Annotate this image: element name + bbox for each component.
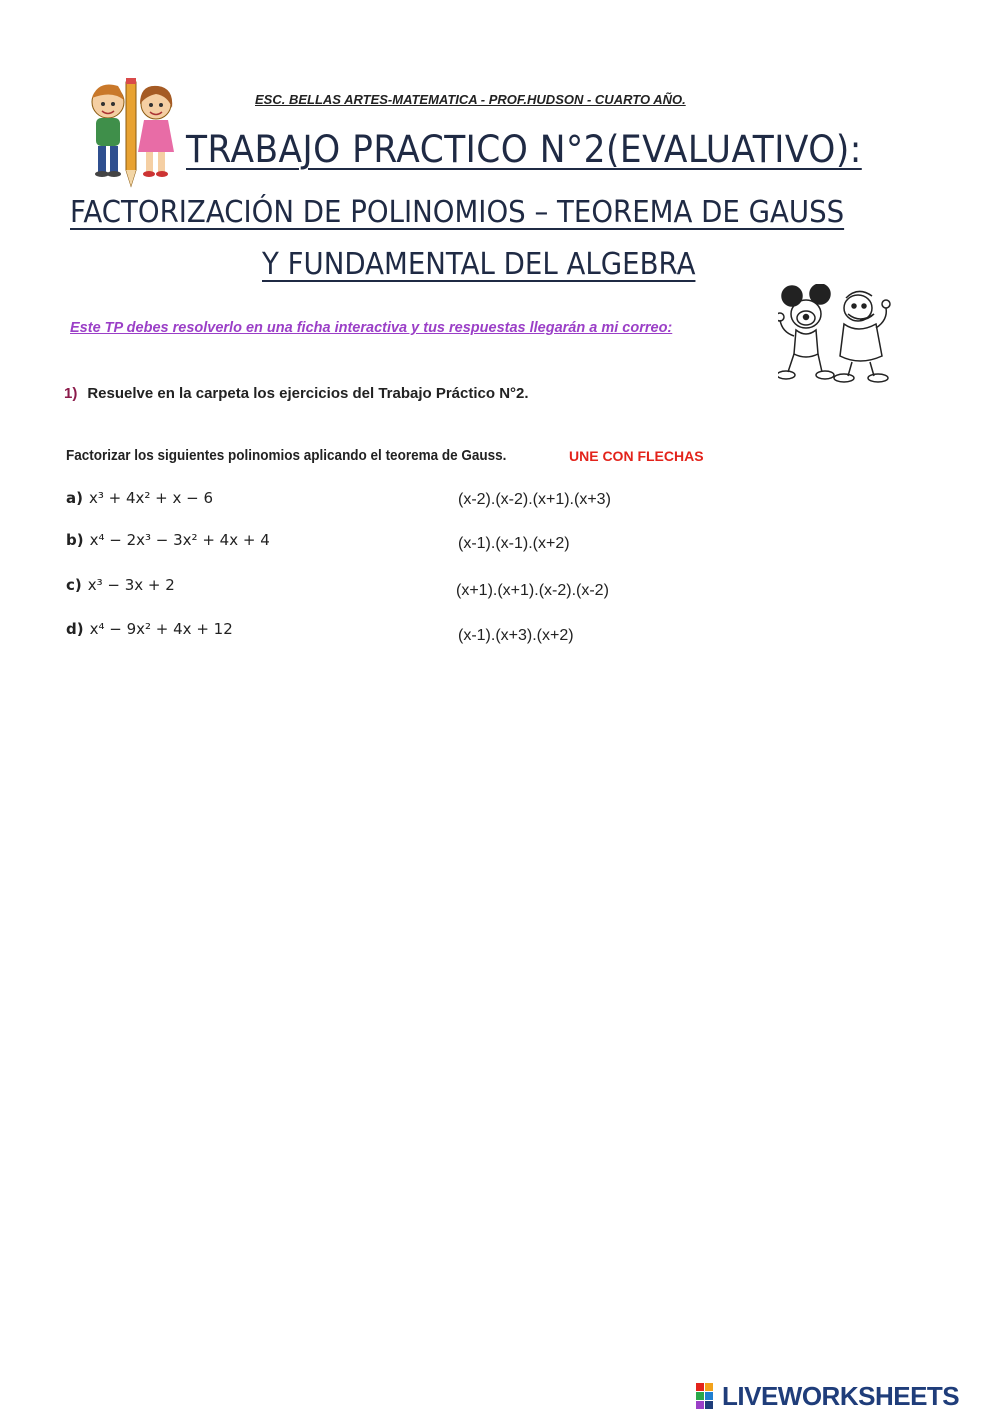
cartoon-characters-illustration	[778, 284, 893, 384]
instruction-text: Este TP debes resolverlo en una ficha interactiva y tus respuestas llegarán a mi correo:	[70, 320, 673, 336]
answer-option-4[interactable]: (x-1).(x+3).(x+2)	[458, 627, 574, 644]
polynomial-a[interactable]	[66, 489, 213, 507]
title-line-2: FACTORIZACIÓN DE POLINOMIOS – TEOREMA DE GAUSS	[70, 195, 845, 230]
title-line-3: Y FUNDAMENTAL DEL ALGEBRA	[262, 247, 696, 282]
school-line: ESC. BELLAS ARTES-MATEMATICA - PROF.HUDSON - CUARTO AÑO.	[255, 92, 686, 107]
answer-option-2[interactable]: (x-1).(x-1).(x+2)	[458, 535, 570, 552]
title-line-1: TRABAJO PRACTICO N°2(EVALUATIVO):	[186, 128, 862, 171]
polynomial-c[interactable]	[66, 576, 175, 594]
task-1	[64, 385, 529, 402]
answer-option-1[interactable]: (x-2).(x-2).(x+1).(x+3)	[458, 491, 611, 508]
brand-name: LIVEWORKSHEETS	[722, 1380, 960, 1411]
polynomial-d[interactable]	[66, 620, 233, 638]
polynomial-label: d)	[66, 620, 84, 638]
polynomial-expression: x⁴ − 2x³ − 3x² + 4x + 4	[89, 531, 270, 549]
liveworksheets-logo-icon	[696, 1383, 722, 1409]
polynomial-label: a)	[66, 489, 83, 507]
polynomial-expression: x⁴ − 9x² + 4x + 12	[89, 620, 233, 638]
task-text: Resuelve en la carpeta los ejercicios del Trabajo Práctico N°2.	[87, 385, 529, 402]
answer-option-3[interactable]: (x+1).(x+1).(x-2).(x-2)	[456, 582, 609, 599]
polynomial-expression: x³ + 4x² + x − 6	[88, 489, 214, 507]
task-number: 1)	[64, 385, 78, 402]
polynomial-expression: x³ − 3x + 2	[87, 576, 175, 594]
polynomial-label: c)	[66, 576, 82, 594]
polynomial-b[interactable]	[66, 531, 270, 549]
kids-pencil-illustration	[78, 74, 188, 189]
liveworksheets-brand	[696, 1381, 959, 1411]
polynomial-label: b)	[66, 531, 84, 549]
match-with-arrows-tag: UNE CON FLECHAS	[569, 448, 704, 464]
exercise-prompt: Factorizar los siguientes polinomios aplicando el teorema de Gauss.	[66, 447, 507, 464]
